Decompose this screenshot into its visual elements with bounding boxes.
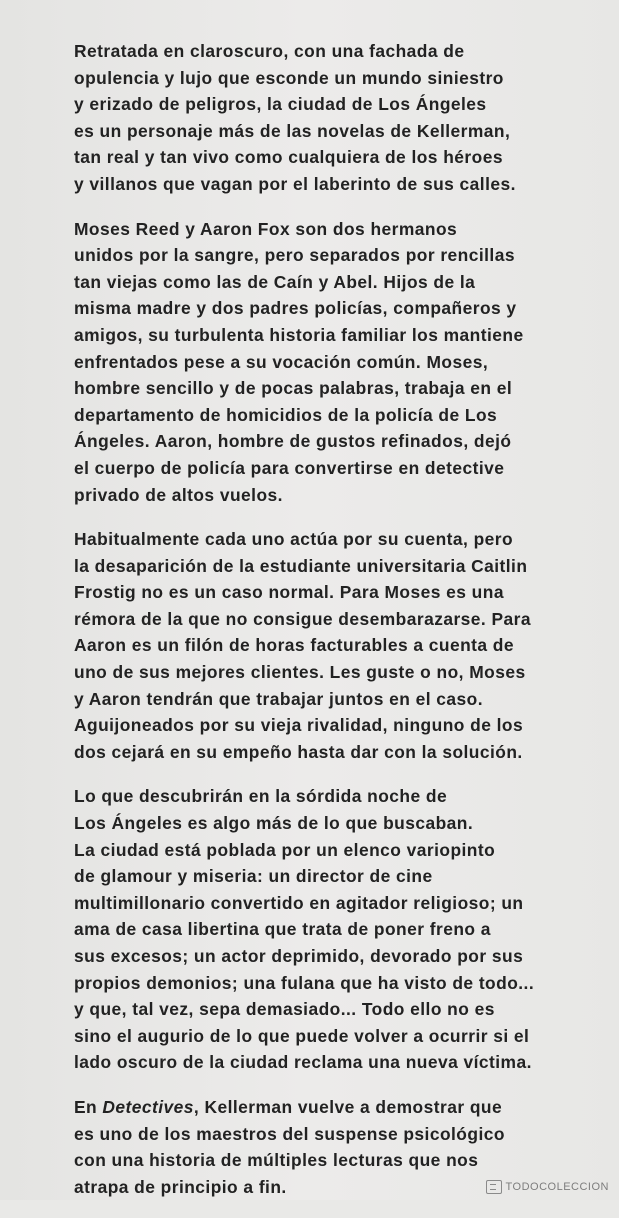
text-fragment: En: [74, 1096, 103, 1117]
text-line: misma madre y dos padres policías, compañeros y: [74, 298, 517, 319]
blurb-text: [74, 38, 604, 1218]
watermark-logo-icon: [486, 1180, 502, 1194]
text-line: enfrentados pese a su vocación común. Moses,: [74, 351, 489, 372]
watermark: [486, 1180, 609, 1194]
text-line: Aguijoneados por su vieja rivalidad, ninguno de los: [74, 715, 524, 736]
text-line: sus excesos; un actor deprimido, devorado por sus: [74, 946, 524, 966]
text-line: amigos, su turbulenta historia familiar los mantiene: [74, 324, 524, 345]
text-fragment: , Kellerman vuelve a demostrar que: [193, 1096, 503, 1117]
text-line: y erizado de peligros, la ciudad de Los Ángeles: [74, 94, 487, 115]
text-line: ama de casa libertina que trata de poner freno a: [74, 919, 491, 940]
text-line: departamento de homicidios de la policía de Los: [74, 404, 498, 425]
text-line: Lo que descubrirán en la sórdida noche de: [74, 786, 448, 807]
text-line: tan real y tan vivo como cualquiera de los héroes: [74, 147, 503, 168]
text-line: tan viejas como las de Caín y Abel. Hijos de la: [74, 271, 476, 292]
text-line: uno de sus mejores clientes. Les guste o no, Moses: [74, 662, 526, 683]
text-line: el cuerpo de policía para convertirse en detective: [74, 457, 505, 478]
text-line: La ciudad está poblada por un elenco variopinto: [74, 839, 496, 860]
text-line: y que, tal vez, sepa demasiado... Todo ello no es: [74, 999, 495, 1020]
text-line: dos cejará en su empeño hasta dar con la solución.: [74, 741, 523, 762]
text-line: la desaparición de la estudiante universitaria Caitlin: [74, 555, 528, 576]
text-line: opulencia y lujo que esconde un mundo siniestro: [74, 67, 504, 88]
text-line: Moses Reed y Aaron Fox son dos hermanos: [74, 218, 458, 239]
text-line: propios demonios; una fulana que ha visto de todo...: [74, 972, 535, 993]
text-line: es un personaje más de las novelas de Kellerman,: [74, 120, 511, 141]
text-line: de glamour y miseria: un director de cine: [74, 866, 433, 887]
text-line: multimillonario convertido en agitador religioso; un: [74, 892, 524, 913]
text-line: Aaron es un filón de horas facturables a cuenta de: [74, 635, 514, 656]
text-line: hombre sencillo y de pocas palabras, trabaja en el: [74, 378, 513, 399]
text-line: unidos por la sangre, pero separados por rencillas: [74, 245, 515, 266]
book-title-italic: Detectives: [102, 1096, 194, 1117]
watermark-text: TODOCOLECCION: [505, 1181, 609, 1193]
text-line: lado oscuro de la ciudad reclama una nueva víctima.: [74, 1052, 532, 1073]
paragraph-1: [74, 38, 604, 198]
text-line: Retratada en claroscuro, con una fachada de: [74, 41, 465, 61]
text-line: y villanos que vagan por el laberinto de sus calles.: [74, 173, 516, 194]
text-line: sino el augurio de lo que puede volver a ocurrir si el: [74, 1025, 530, 1046]
paragraph-2: [74, 216, 604, 509]
text-line: Frostig no es un caso normal. Para Moses es una: [74, 582, 504, 603]
text-line: [74, 1094, 604, 1121]
text-line: y Aaron tendrán que trabajar juntos en el caso.: [74, 688, 483, 709]
paragraph-3: [74, 526, 604, 765]
text-line: atrapa de principio a fin.: [74, 1176, 287, 1197]
text-line: Los Ángeles es algo más de lo que buscaban.: [74, 813, 474, 834]
text-line: es uno de los maestros del suspense psicológico: [74, 1123, 505, 1144]
text-line: rémora de la que no consigue desembarazarse. Para: [74, 608, 531, 629]
text-line: Habitualmente cada uno actúa por su cuenta, pero: [74, 529, 514, 550]
text-line: privado de altos vuelos.: [74, 484, 283, 505]
text-line: con una historia de múltiples lecturas que nos: [74, 1150, 479, 1171]
text-line: Ángeles. Aaron, hombre de gustos refinados, dejó: [74, 431, 512, 452]
paragraph-4: [74, 783, 604, 1076]
